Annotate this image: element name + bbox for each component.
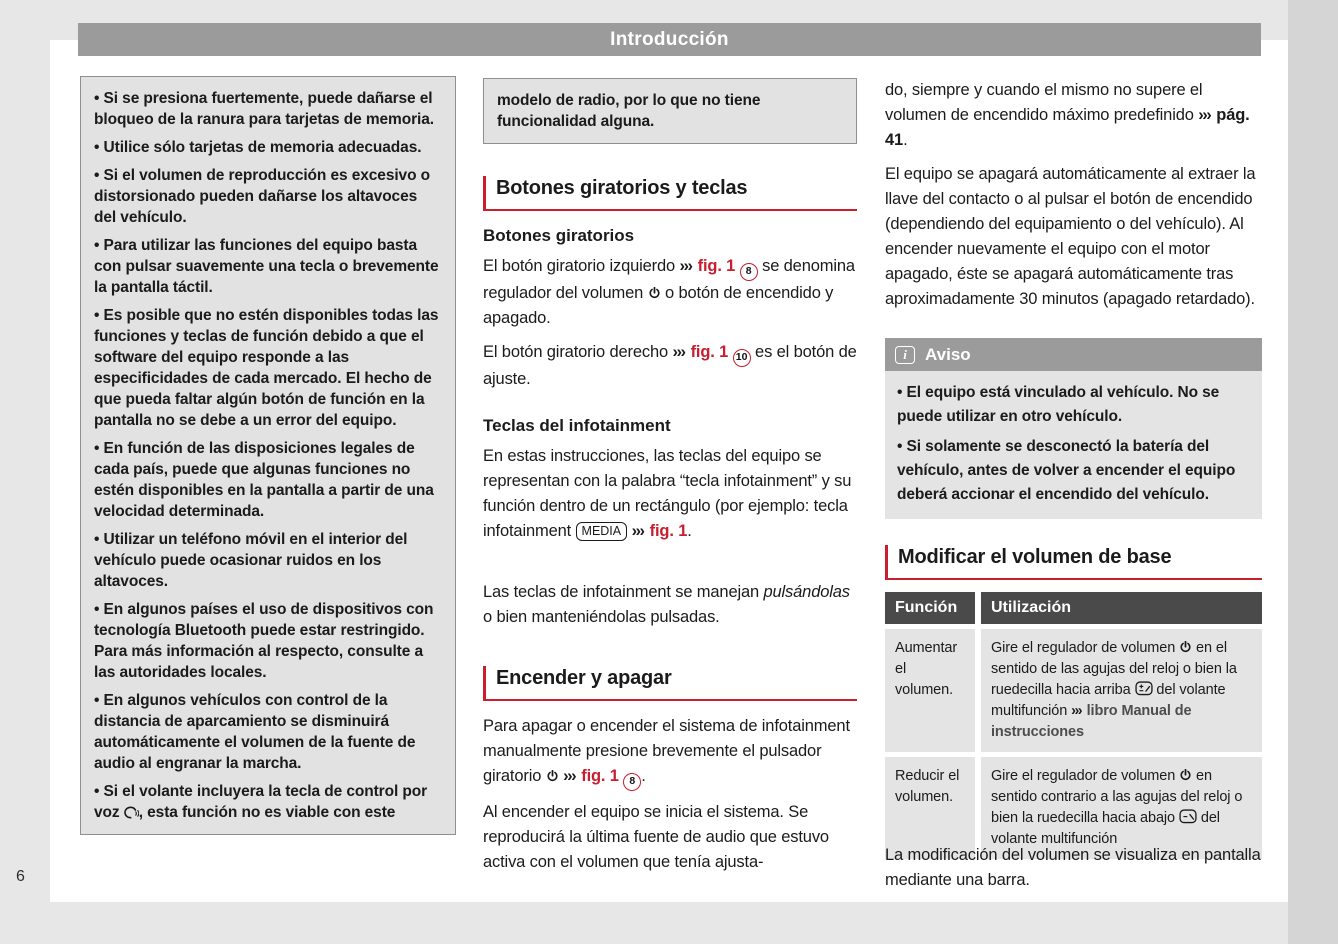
- aviso-bullet: • El equipo está vinculado al vehículo. No se puede utilizar en otro vehículo.: [897, 384, 1220, 425]
- text-run: El botón giratorio derecho: [483, 343, 673, 361]
- section-title-botones-giratorios-y-teclas: [483, 176, 857, 211]
- text-run-i: pulsándolas: [763, 583, 850, 601]
- text-run: El equipo se apagará automáticamente al extraer la llave del contacto o al pulsar el botón de encendido (dependiendo del equipamiento o del vehículo). Al encender nuevamente el equipo con el motor apagado, éste se apagará automáticamente tras aproximadamente 30 minutos (apagado retardado).: [885, 165, 1256, 308]
- text-run: o bien manteniéndolas pulsadas.: [483, 608, 720, 626]
- notice-bullet: [94, 690, 442, 774]
- notice-text: [497, 90, 843, 132]
- power-icon: [1179, 640, 1192, 656]
- text-run-fig: fig. 1: [697, 257, 740, 275]
- table-header-funcion: Función: [885, 592, 975, 624]
- page-header-title: Introducción: [610, 29, 729, 50]
- notice-bullet: [94, 781, 442, 823]
- text-run: • En algunos países el uso de dispositivos con tecnología Bluetooth puede estar restringido. Para más información al respecto, consulte a las autoridades locales.: [94, 601, 434, 681]
- text-run: La modificación del volumen se visualiza en pantalla mediante una barra.: [885, 846, 1261, 889]
- text-run: Las teclas de infotainment se manejan: [483, 583, 764, 601]
- page-number: 6: [16, 868, 25, 885]
- text-run-circ: 10: [733, 349, 751, 367]
- notice-bullet: [94, 137, 442, 158]
- thumbwheel-up-icon: [1135, 682, 1153, 698]
- notice-box-left: [80, 76, 456, 835]
- text-run: • En función de las disposiciones legales de cada país, puede que algunas funciones no estén disponibles en la pantalla a partir de una velocidad determinada.: [94, 440, 434, 520]
- text-run-fig: fig. 1: [649, 522, 688, 540]
- text-run: do, siempre y cuando el mismo no supere el volumen de encendido máximo predefinido: [885, 81, 1203, 124]
- voice-control-icon: [124, 804, 139, 821]
- text-run: en el sentido de las agujas del reloj o bien la ruedecilla hacia arriba: [991, 640, 1237, 698]
- subheading-text: Teclas del infotainment: [483, 416, 671, 435]
- text-run-circ: 8: [740, 263, 758, 281]
- table-cell-funcion: Aumentar el volumen.: [885, 629, 975, 752]
- notice-bullet: [94, 438, 442, 522]
- text-run: • Utilizar un teléfono móvil en el interior del vehículo puede ocasionar ruidos en los altavoces.: [94, 531, 408, 590]
- section-title-text: Botones giratorios y teclas: [496, 177, 748, 199]
- text-run-key: MEDIA: [576, 522, 628, 541]
- body-paragraph: [483, 714, 857, 791]
- notice-bullet: [94, 599, 442, 683]
- subheading-text: Botones giratorios: [483, 226, 635, 245]
- text-run: modelo de radio, por lo que no tiene funcionalidad alguna.: [497, 92, 761, 130]
- volume-table: [885, 592, 1262, 859]
- text-run: del volante multifunción: [991, 682, 1226, 719]
- text-run: [627, 522, 631, 540]
- aviso-bullet: • Si solamente se desconectó la batería del vehículo, antes de volver a encender el equipo deberá accionar el encendido del vehículo.: [897, 438, 1236, 503]
- page-right-shadow-band: [1288, 0, 1338, 944]
- info-icon: i: [895, 346, 915, 364]
- subheading-botones-giratorios: [483, 226, 857, 246]
- text-run-ref: ›››: [672, 343, 688, 361]
- subheading-teclas-del-infotainment: [483, 416, 857, 436]
- body-paragraph: [483, 800, 857, 875]
- text-run: del volante multifunción: [991, 810, 1220, 847]
- aviso-title: Aviso: [925, 344, 971, 364]
- table-cell-utilizacion: [981, 629, 1262, 752]
- text-run: El botón giratorio izquierdo: [483, 257, 680, 275]
- text-run-refbook: libro Manual de instrucciones: [991, 703, 1192, 740]
- body-paragraph: [483, 444, 857, 544]
- body-paragraph: [885, 162, 1262, 312]
- text-run: Gire el regulador de volumen: [991, 768, 1180, 784]
- notice-box-continuation: [483, 78, 857, 144]
- text-run: • En algunos vehículos con control de la distancia de aparcamiento se disminuirá automáticamente el volumen de la fuente de audio al engranar la marcha.: [94, 692, 416, 772]
- notice-bullet: [94, 529, 442, 592]
- text-run-fig: fig. 1: [690, 343, 733, 361]
- body-paragraph: [885, 843, 1262, 893]
- middle-column: [483, 0, 857, 944]
- text-run: .: [687, 522, 692, 540]
- text-run: , esta función no es viable con este: [138, 804, 396, 821]
- text-run-fig: fig. 1: [581, 767, 624, 785]
- text-run: • Si se presiona fuertemente, puede dañarse el bloqueo de la ranura para tarjetas de memoria.: [94, 90, 434, 128]
- text-run-ref: ›››: [1198, 106, 1214, 124]
- notice-bullet: [94, 305, 442, 431]
- text-run: • Para utilizar las funciones del equipo basta con pulsar suavemente una tecla o brevemente la pantalla táctil.: [94, 237, 439, 296]
- text-run: Para apagar o encender el sistema de infotainment manualmente presione brevemente el pulsador giratorio: [483, 717, 850, 785]
- section-title-encender-y-apagar: [483, 666, 857, 701]
- section-title-text: Modificar el volumen de base: [898, 546, 1172, 568]
- text-run: se denomina regulador del volumen: [483, 257, 855, 302]
- text-run: • Si el volumen de reproducción es excesivo o distorsionado pueden dañarse los altavoces del vehículo.: [94, 167, 431, 226]
- power-icon: [648, 284, 661, 302]
- text-run: • Si el volante incluyera la tecla de control por voz: [94, 783, 428, 821]
- aviso-header: [885, 338, 1262, 371]
- text-run: • Utilice sólo tarjetas de memoria adecuadas.: [94, 139, 422, 156]
- text-run: En estas instrucciones, las teclas del equipo se representan con la palabra “tecla infotainment” y su función dentro de un rectángulo (por ejemplo: tecla infotainment: [483, 447, 852, 540]
- section-title-modificar-el-volumen-de-base: [885, 545, 1262, 580]
- text-run: Gire el regulador de volumen: [991, 640, 1180, 656]
- text-run: en sentido contrario a las agujas del reloj o bien la ruedecilla hacia abajo: [991, 768, 1243, 826]
- power-icon: [546, 767, 559, 785]
- text-run-ref: ›››: [1071, 703, 1084, 719]
- aviso-box: [885, 338, 1262, 519]
- text-run-ref: ›››: [679, 257, 695, 275]
- aviso-body: [885, 371, 1262, 519]
- notice-bullet: [94, 235, 442, 298]
- table-cell-funcion: Reducir el volumen.: [885, 757, 975, 859]
- body-paragraph: [483, 254, 857, 331]
- section-title-text: Encender y apagar: [496, 667, 672, 689]
- body-paragraph: [483, 580, 857, 630]
- table-header-utilizacion: Utilización: [981, 592, 1262, 624]
- notice-bullet: [94, 88, 442, 130]
- text-run-b: pág. 41: [885, 106, 1250, 149]
- text-run: o botón de encendido y apagado.: [483, 283, 834, 327]
- text-run: Al encender el equipo se inicia el sistema. Se reproducirá la última fuente de audio que estuvo activa con el volumen que tenía ajusta-: [483, 803, 829, 871]
- body-paragraph: [885, 78, 1262, 153]
- text-run: .: [641, 767, 646, 785]
- notice-bullet: [94, 165, 442, 228]
- thumbwheel-down-icon: [1179, 810, 1197, 826]
- text-run: • Es posible que no estén disponibles todas las funciones y teclas de función debido a que el software del equipo responde a las especificidades de cada mercado. El hecho de que pueda faltar algún botón de función en la pantalla no se debe a un error del equipo.: [94, 307, 439, 429]
- text-run-circ: 8: [623, 773, 641, 791]
- text-run-ref: ›››: [563, 767, 579, 785]
- text-run: es el botón de ajuste.: [483, 343, 857, 388]
- power-icon: [1179, 768, 1192, 784]
- right-column: [885, 0, 1262, 944]
- text-run-ref: ›››: [631, 522, 647, 540]
- body-paragraph: [483, 340, 857, 392]
- text-run: .: [903, 131, 908, 149]
